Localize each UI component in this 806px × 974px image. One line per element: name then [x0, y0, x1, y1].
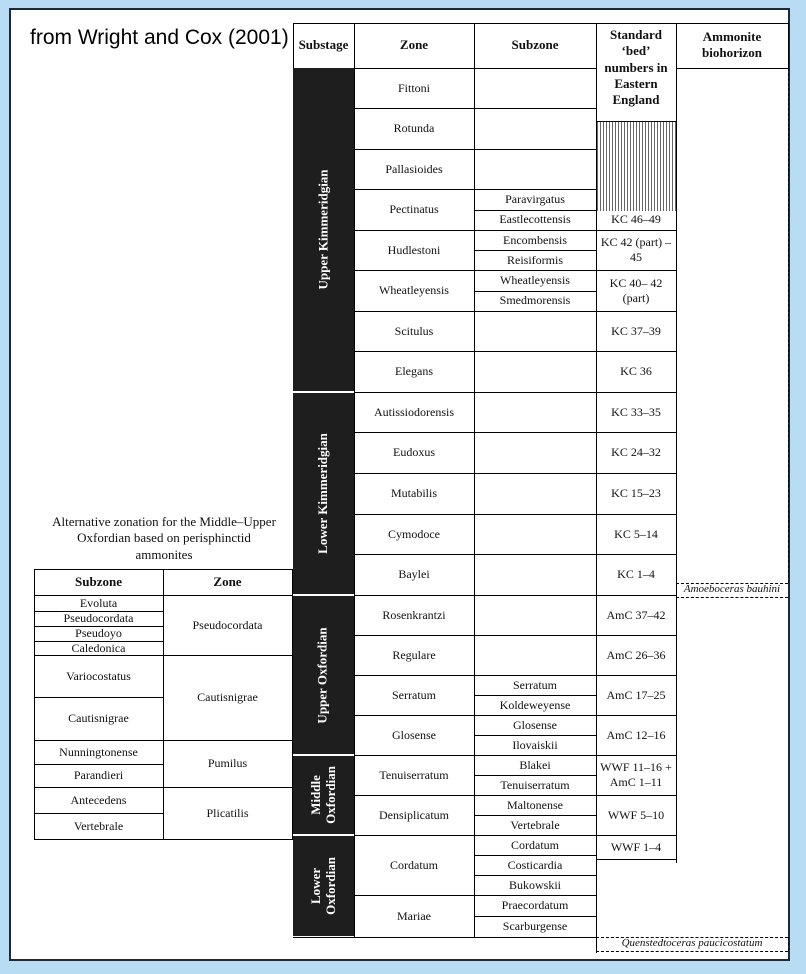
alt-zone-cell: Pseudocordata: [192, 618, 263, 632]
bed-number-cell: WWF 1–4: [610, 839, 662, 854]
bed-number-cell: KC 15–23: [611, 486, 661, 500]
alt-zone-cell: Plicatilis: [206, 805, 249, 820]
alt-header-zone: Zone: [213, 573, 242, 589]
zone-cell: Cordatum: [390, 857, 438, 872]
alt-subzone-cell: Vertebrale: [73, 818, 124, 833]
alt-zone-cell: Pumilus: [207, 756, 248, 770]
bed-number-cell: KC 46–49: [611, 212, 661, 226]
biohorizon-label: Quenstedtoceras paucicostatum: [621, 937, 763, 950]
subzone-cell: Praecordatum: [501, 898, 569, 912]
header-substage: Substage: [298, 37, 349, 53]
zone-cell: Autissiodorensis: [373, 404, 454, 419]
column-rule: [292, 569, 293, 840]
alt-zone-cell: Cautisnigrae: [197, 690, 258, 704]
zone-cell: Hudlestoni: [387, 242, 441, 257]
zone-cell: Baylei: [398, 567, 430, 581]
zone-cell: Fittoni: [397, 80, 430, 95]
alt-subzone-cell: Cautisnigrae: [68, 711, 129, 725]
substage-label: Upper Oxfordian: [315, 626, 331, 724]
subzone-cell: Serratum: [513, 677, 557, 692]
bed-number-cell: KC 1–4: [617, 567, 655, 581]
subzone-cell: Blakei: [519, 757, 551, 772]
alt-subzone-cell: Nunningtonense: [59, 744, 138, 759]
zone-cell: Elegans: [395, 364, 433, 378]
substage-label: Lower Oxfordian: [307, 857, 338, 915]
subzone-cell: Smedmorensis: [499, 293, 571, 308]
zone-cell: Glosense: [392, 727, 436, 742]
subzone-cell: Vertebrale: [510, 817, 560, 832]
bed-number-cell: AmC 12–16: [606, 727, 666, 742]
zone-cell: Wheatleyensis: [379, 283, 449, 297]
zone-cell: Tenuiserratum: [379, 767, 449, 782]
bed-number-cell: KC 33–35: [611, 404, 661, 419]
zone-cell: Pallasioides: [385, 161, 443, 176]
alt-header-subzone: Subzone: [75, 573, 122, 589]
bed-number-cell: KC 24–32: [611, 445, 661, 459]
header-standard-beds: Standard ‘bed’ numbers in Eastern England: [604, 27, 668, 107]
zone-cell: Rotunda: [393, 121, 435, 135]
alt-subzone-cell: Caledonica: [71, 640, 126, 655]
subzone-cell: Glosense: [513, 717, 557, 732]
bed-number-cell: WWF 11–16 + AmC 1–11: [600, 760, 672, 789]
bed-number-cell: KC 40– 42 (part): [609, 275, 663, 305]
figure-caption: from Wright and Cox (2001): [30, 26, 289, 49]
bed-number-cell: AmC 17–25: [606, 687, 666, 702]
subzone-cell: Cordatum: [511, 837, 559, 852]
subzone-cell: Wheatleyensis: [500, 272, 570, 287]
substage-label: Lower Kimmeridgian: [315, 433, 331, 554]
zone-cell: Mariae: [397, 908, 431, 923]
biohorizon-label: Amoeboceras bauhini: [683, 583, 781, 596]
zone-cell: Serratum: [392, 687, 436, 702]
header-zone: Zone: [399, 37, 429, 53]
bed-number-cell: KC 37–39: [611, 323, 661, 338]
bed-number-cell: KC 5–14: [614, 526, 658, 541]
substage-label: Upper Kimmeridgian: [315, 169, 331, 290]
subzone-cell: Costicardia: [507, 857, 563, 872]
alt-table-title: Alternative zonation for the Middle–Upper Oxfordian based on perisphinctid ammonites: [52, 514, 276, 562]
alt-subzone-cell: Pseudocordata: [63, 611, 134, 625]
subzone-cell: Koldeweyense: [499, 697, 571, 712]
zone-cell: Regulare: [392, 647, 436, 662]
bed-number-cell: KC 36: [620, 364, 652, 378]
bed-number-cell: KC 42 (part) –45: [600, 235, 672, 264]
zone-cell: Densiplicatum: [379, 807, 449, 822]
row-rule: [34, 839, 163, 840]
alt-subzone-cell: Antecedens: [70, 792, 127, 807]
column-rule: [34, 569, 35, 840]
substage-label: Middle Oxfordian: [307, 766, 338, 824]
alt-subzone-cell: Parandieri: [73, 768, 124, 782]
alt-subzone-cell: Pseudoyo: [75, 626, 122, 640]
subzone-cell: Bukowskii: [508, 877, 561, 892]
header-ammonite-biohorizon: Ammonite biohorizon: [702, 29, 762, 61]
row-rule: [163, 839, 292, 840]
subzone-cell: Reisiformis: [507, 252, 563, 267]
zone-cell: Pectinatus: [389, 202, 439, 216]
column-rule: [163, 569, 164, 840]
zone-cell: Rosenkrantzi: [382, 607, 446, 622]
bed-number-cell: AmC 26–36: [606, 647, 666, 662]
subzone-cell: Encombensis: [503, 232, 567, 247]
subzone-cell: Eastlecottensis: [499, 212, 571, 227]
subzone-cell: Scarburgense: [502, 919, 568, 933]
header-subzone: Subzone: [511, 37, 559, 53]
zone-cell: Eudoxus: [393, 445, 435, 459]
subzone-cell: Ilovaiskii: [512, 737, 558, 752]
subzone-cell: Tenuiserratum: [500, 777, 570, 792]
bed-number-cell: WWF 5–10: [607, 807, 665, 822]
bed-number-cell: AmC 37–42: [606, 607, 666, 622]
alt-subzone-cell: Variocostatus: [66, 668, 131, 683]
subzone-cell: Paravirgatus: [505, 191, 565, 206]
zone-cell: Scitulus: [394, 323, 434, 338]
zone-cell: Mutabilis: [390, 486, 437, 500]
alt-subzone-cell: Evoluta: [79, 596, 118, 610]
subzone-cell: Maltonense: [507, 797, 563, 812]
zone-cell: Cymodoce: [388, 526, 440, 541]
